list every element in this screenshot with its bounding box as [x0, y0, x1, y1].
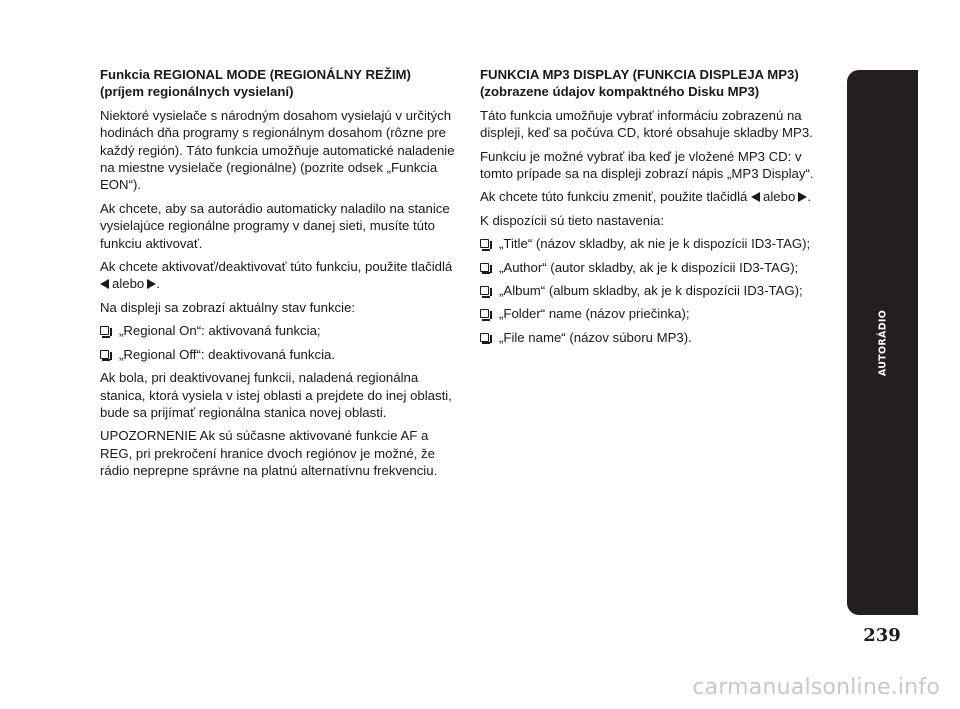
chapter-label: AUTORÁDIO: [877, 309, 888, 376]
paragraph-buttons: [480, 188, 832, 205]
chapter-side-tab: [847, 70, 918, 615]
checkbox-bullet-icon: [480, 259, 499, 272]
checkbox-bullet-icon: [480, 282, 499, 295]
section-heading-regional-mode: [100, 66, 462, 101]
list-item-text: „Author“ (autor skladby, ak je k dispozícii ID3-TAG);: [499, 259, 799, 275]
list-item: [480, 235, 832, 252]
left-triangle-icon: [100, 279, 109, 289]
paragraph: Ak bola, pri deaktivovanej funkcii, naladená regionálna stanica, ktorá vysiela v istej oblasti a prejdete do inej oblasti, bude sa prijímať regionálna stanica novej oblasti.: [100, 370, 452, 420]
list-item-text: „Title“ (názov skladby, ak nie je k dispozícii ID3-TAG);: [499, 236, 811, 252]
list-item-text: „Regional On“: aktivovaná funkcia;: [119, 323, 321, 339]
heading-subtitle: (zobrazene údajov kompaktného Disku MP3): [480, 84, 760, 100]
list-item: [480, 305, 832, 322]
list-item: [100, 346, 462, 363]
list-item: [480, 329, 832, 346]
paragraph-text: alebo: [763, 189, 796, 205]
list-item: [480, 259, 832, 276]
paragraph-text: .: [156, 276, 160, 292]
list-item-text: „Regional Off“: deaktivovaná funkcia.: [119, 346, 336, 362]
left-column: [100, 66, 462, 486]
checkbox-bullet-icon: [480, 329, 499, 342]
list-item-text: „Folder“ name (názov priečinka);: [499, 306, 690, 322]
left-triangle-icon: [751, 192, 760, 202]
paragraph: Na displeji sa zobrazí aktuálny stav funkcie:: [100, 299, 356, 315]
paragraph-text: .: [807, 189, 811, 205]
paragraph-text: alebo: [112, 276, 145, 292]
list-item: [100, 322, 462, 339]
paragraph-text: Ak chcete aktivovať/deaktivovať túto funkciu, použite tlačidlá: [100, 259, 453, 275]
paragraph: K dispozícii sú tieto nastavenia:: [480, 212, 664, 228]
right-triangle-icon: [798, 192, 807, 202]
paragraph: Táto funkcia umožňuje vybrať informáciu zobrazenú na displeji, keď sa počúva CD, ktoré obsahuje skladby MP3.: [480, 107, 813, 141]
checkbox-bullet-icon: [100, 322, 119, 335]
section-heading-mp3-display: [480, 66, 832, 101]
list-item: [480, 282, 832, 299]
heading-title: REGIONAL MODE (REGIONÁLNY REŽIM): [153, 67, 411, 82]
checkbox-bullet-icon: [480, 305, 499, 318]
paragraph: Niektoré vysielače s národným dosahom vysielajú v určitých hodinách dňa programy s regionálnym dosahom (rôzne pre každý región). Táto funkcia umožňuje automatické naladenie na miestne vysielače (regionálne) (pozrite odsek „Funkcia EON“).: [100, 107, 455, 193]
watermark: carmanualsonline.info: [692, 675, 940, 700]
list-item-text: „Album“ (album skladby, ak je k dispozícii ID3-TAG);: [499, 283, 803, 299]
page-number: 239: [863, 625, 901, 646]
paragraph: Funkciu je možné vybrať iba keď je vložené MP3 CD: v tomto prípade sa na displeji zobrazí nápis „MP3 Display“.: [480, 148, 814, 182]
heading-subtitle: (príjem regionálnych vysielaní): [100, 84, 294, 100]
right-column: [480, 66, 832, 352]
heading-prefix: Funkcia: [100, 67, 154, 82]
paragraph-warning: UPOZORNENIE Ak sú súčasne aktivované funkcie AF a REG, pri prekročení hranice dvoch regiónov je možné, že rádio neprepne správne na platnú alternatívnu frekvenciu.: [100, 428, 438, 479]
paragraph-text: Ak chcete túto funkciu zmeniť, použite tlačidlá: [480, 189, 748, 205]
paragraph-buttons: [100, 258, 462, 293]
checkbox-bullet-icon: [100, 346, 119, 359]
paragraph: Ak chcete, aby sa autorádio automaticky naladilo na stanice vysielajúce regionálne programy v danej sieti, musíte túto funkciu aktivovať.: [100, 200, 450, 251]
right-triangle-icon: [147, 279, 156, 289]
list-item-text: „File name“ (názov súboru MP3).: [499, 329, 692, 345]
checkbox-bullet-icon: [480, 235, 499, 248]
heading-title: FUNKCIA MP3 DISPLAY (FUNKCIA DISPLEJA MP3): [480, 67, 799, 82]
